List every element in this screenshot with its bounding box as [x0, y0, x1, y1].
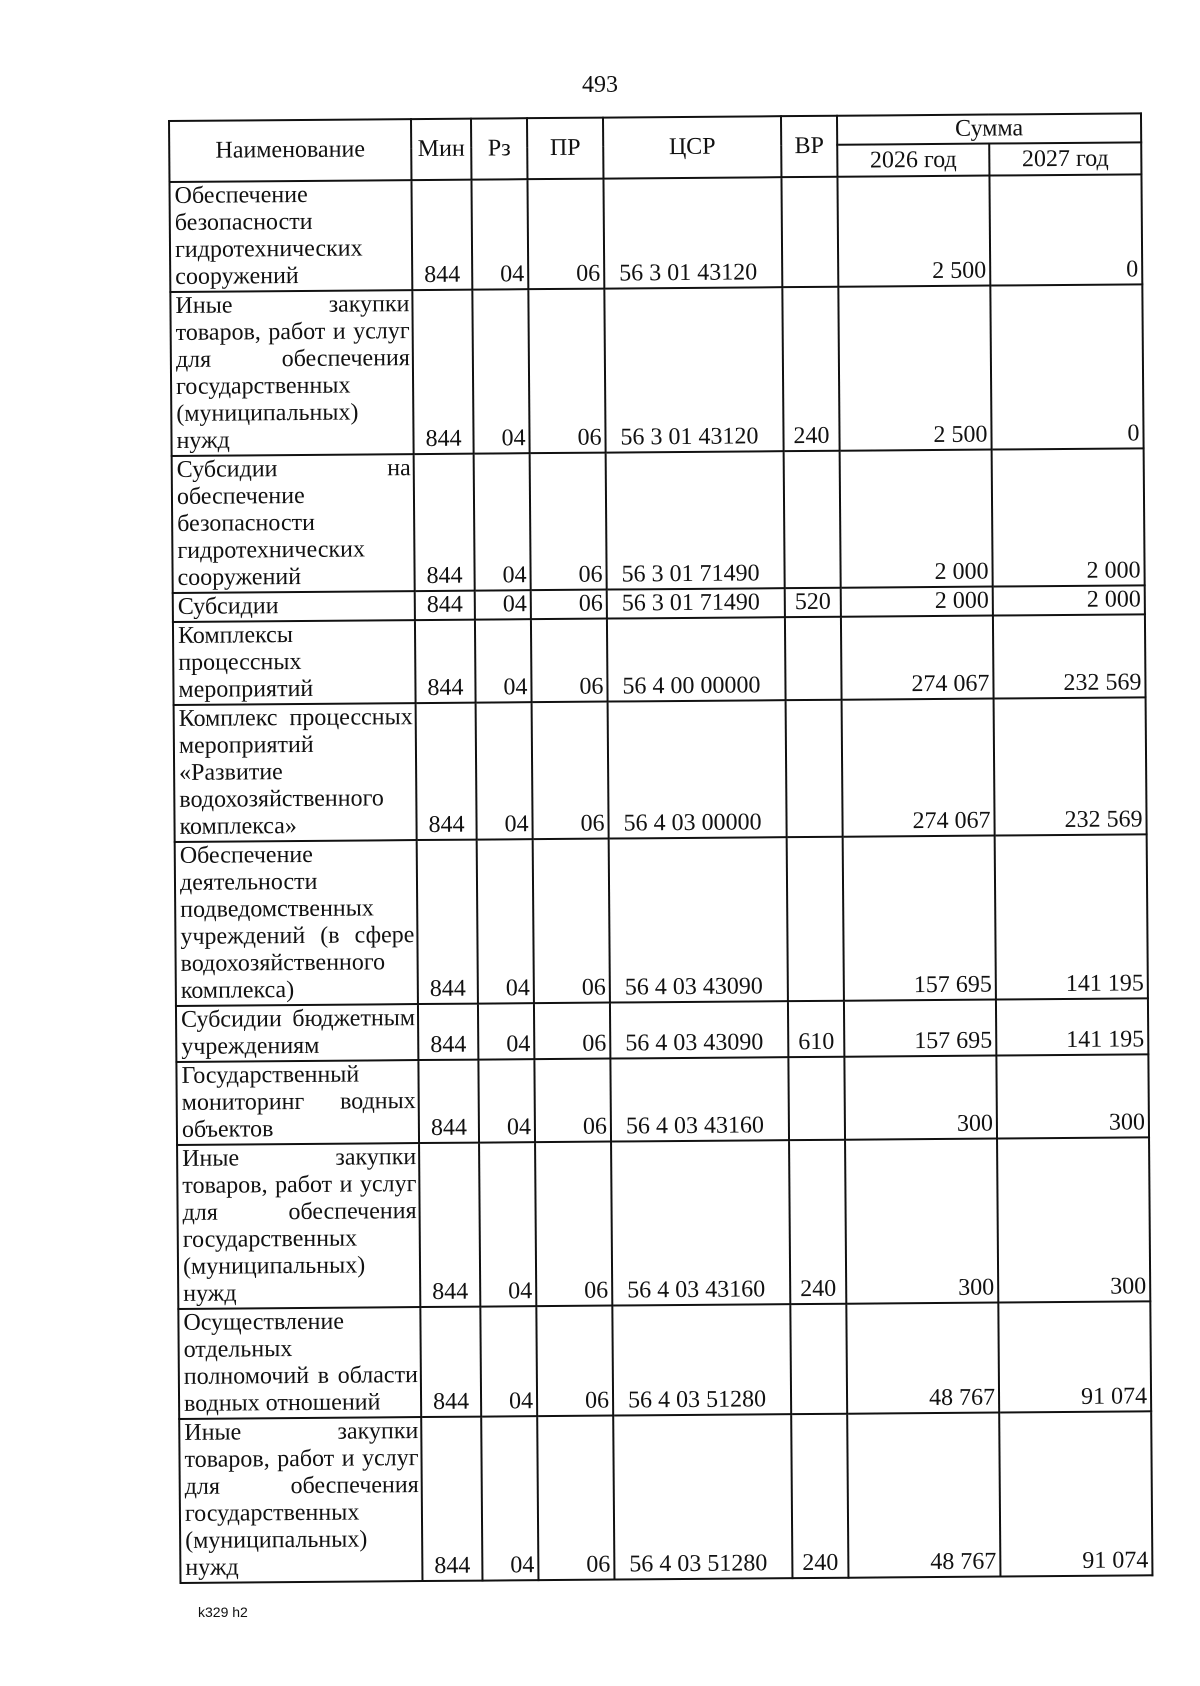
row-csr: 56 4 03 43160	[610, 1057, 789, 1141]
table-row	[173, 614, 1146, 705]
row-name: Субсидии на обеспечение безопасности гидротехнических сооружений	[172, 454, 415, 593]
row-2027: 300	[996, 1054, 1149, 1138]
row-name: Субсидии бюджетным учреждениям	[176, 1004, 418, 1062]
row-2026: 157 695	[843, 836, 996, 1001]
row-rz: 04	[481, 1416, 538, 1580]
row-vr	[784, 451, 841, 588]
header-2027: 2027 год	[989, 142, 1141, 175]
row-2027: 91 074	[998, 1301, 1151, 1412]
row-csr: 56 4 03 51280	[613, 1414, 792, 1579]
row-2027: 0	[990, 284, 1143, 449]
row-name: Обеспечение деятельности подведомственных учреждений (в сфере водохозяйственного комплекса)	[175, 840, 418, 1006]
row-rz: 04	[478, 1003, 534, 1059]
row-csr: 56 3 01 71490	[607, 588, 785, 618]
row-pr: 06	[531, 619, 608, 703]
row-vr	[787, 837, 844, 1001]
header-rz: Рз	[471, 118, 527, 179]
row-csr: 56 4 03 43160	[611, 1140, 790, 1305]
row-csr: 56 4 03 00000	[608, 700, 787, 838]
row-2026: 300	[845, 1139, 998, 1304]
row-csr: 56 4 03 51280	[612, 1304, 791, 1415]
row-2026: 2 500	[837, 176, 990, 287]
row-2026: 48 767	[846, 1303, 999, 1414]
row-rz: 04	[472, 289, 529, 453]
row-2026: 300	[844, 1056, 997, 1140]
row-2027: 2 000	[992, 448, 1145, 586]
row-2027: 300	[997, 1137, 1150, 1302]
row-rz: 04	[479, 1142, 536, 1306]
row-csr: 56 3 01 43120	[603, 177, 782, 288]
row-2027: 2 000	[993, 585, 1145, 615]
row-vr: 520	[785, 588, 841, 617]
row-rz: 04	[474, 453, 531, 590]
row-2027: 141 195	[995, 834, 1148, 999]
row-2027: 141 195	[996, 998, 1148, 1055]
budget-table	[168, 112, 1153, 1584]
header-2026: 2026 год	[837, 144, 989, 177]
table-row	[176, 998, 1148, 1062]
row-2026: 157 695	[844, 1000, 996, 1057]
header-name: Наименование	[169, 119, 411, 182]
row-2026: 48 767	[847, 1413, 1000, 1578]
table-row	[176, 1054, 1149, 1145]
table-row	[178, 1301, 1151, 1419]
row-rz: 04	[475, 590, 531, 619]
row-pr: 06	[537, 1416, 614, 1581]
row-pr: 06	[534, 1059, 611, 1143]
row-2026: 2 000	[840, 450, 993, 588]
row-rz: 04	[475, 619, 532, 702]
row-name: Иные закупки товаров, работ и услуг для обеспечения государственных (муниципальных) нужд	[179, 1417, 422, 1583]
table-row	[175, 834, 1148, 1006]
row-vr: 240	[782, 287, 839, 451]
row-min: 844	[414, 454, 475, 591]
table-row	[170, 284, 1143, 456]
page-number: 493	[582, 72, 618, 98]
table-row	[172, 448, 1145, 593]
header-min: Мин	[411, 119, 471, 180]
row-2026: 274 067	[841, 616, 994, 700]
row-csr: 56 4 00 00000	[607, 617, 786, 701]
row-pr: 06	[534, 1003, 610, 1060]
row-2027: 232 569	[993, 614, 1146, 698]
row-name: Осуществление отдельных полномочий в области водных отношений	[178, 1307, 421, 1419]
row-name: Комплекс процессных мероприятий «Развитие водохозяйственного комплекса»	[174, 703, 417, 842]
row-min: 844	[411, 180, 472, 290]
row-vr	[781, 177, 838, 287]
table-row	[177, 1137, 1150, 1309]
header-sum: Сумма	[837, 113, 1141, 144]
row-name: Комплексы процессных мероприятий	[173, 620, 416, 705]
table-row	[179, 1411, 1152, 1583]
table-body	[169, 174, 1152, 1583]
row-pr: 06	[530, 453, 607, 591]
row-2026: 274 067	[842, 699, 995, 837]
row-min: 844	[418, 1060, 479, 1143]
row-pr: 06	[536, 1306, 613, 1417]
row-vr: 610	[788, 1001, 844, 1057]
row-2026: 2 500	[838, 286, 991, 451]
row-name: Иные закупки товаров, работ и услуг для обеспечения государственных (муниципальных) нужд	[177, 1143, 420, 1309]
header-pr: ПР	[527, 118, 603, 180]
table-row	[169, 174, 1142, 292]
row-csr: 56 4 03 43090	[609, 837, 788, 1002]
row-vr: 240	[789, 1140, 846, 1304]
row-rz: 04	[477, 839, 534, 1003]
row-pr: 06	[532, 702, 609, 840]
header-csr: ЦСР	[603, 116, 781, 178]
row-min: 844	[421, 1417, 482, 1581]
row-2027: 232 569	[994, 697, 1147, 835]
row-csr: 56 3 01 43120	[604, 287, 783, 452]
row-min: 844	[417, 840, 478, 1004]
row-pr: 06	[535, 1142, 612, 1307]
row-vr	[788, 1057, 845, 1140]
row-name: Иные закупки товаров, работ и услуг для обеспечения государственных (муниципальных) нужд	[170, 290, 413, 456]
row-2027: 0	[989, 174, 1142, 285]
row-vr	[785, 617, 842, 700]
row-pr: 06	[527, 179, 604, 290]
row-vr: 240	[791, 1414, 848, 1578]
row-pr: 06	[533, 839, 610, 1004]
row-csr: 56 4 03 43090	[610, 1001, 788, 1058]
row-csr: 56 3 01 71490	[606, 451, 785, 589]
header-vr: ВР	[781, 116, 837, 177]
row-name: Государственный мониторинг водных объектов	[176, 1060, 419, 1145]
row-min: 844	[418, 1004, 478, 1060]
table-row	[174, 697, 1147, 842]
row-rz: 04	[471, 179, 528, 289]
row-rz: 04	[478, 1059, 535, 1142]
row-pr: 06	[528, 289, 605, 454]
row-pr: 06	[531, 590, 607, 620]
row-min: 844	[412, 290, 473, 454]
row-min: 844	[420, 1307, 481, 1417]
row-name: Обеспечение безопасности гидротехнических сооружений	[169, 180, 412, 292]
row-rz: 04	[480, 1306, 537, 1416]
row-min: 844	[415, 591, 475, 620]
row-2026: 2 000	[841, 587, 993, 617]
row-2027: 91 074	[999, 1411, 1152, 1576]
row-name: Субсидии	[173, 591, 415, 622]
row-vr	[790, 1304, 847, 1414]
table-header	[169, 113, 1141, 182]
row-min: 844	[419, 1143, 480, 1307]
row-min: 844	[415, 620, 476, 703]
row-min: 844	[416, 703, 477, 840]
footer-code: k329 h2	[198, 1604, 248, 1620]
row-rz: 04	[476, 702, 533, 839]
row-vr	[786, 700, 843, 837]
